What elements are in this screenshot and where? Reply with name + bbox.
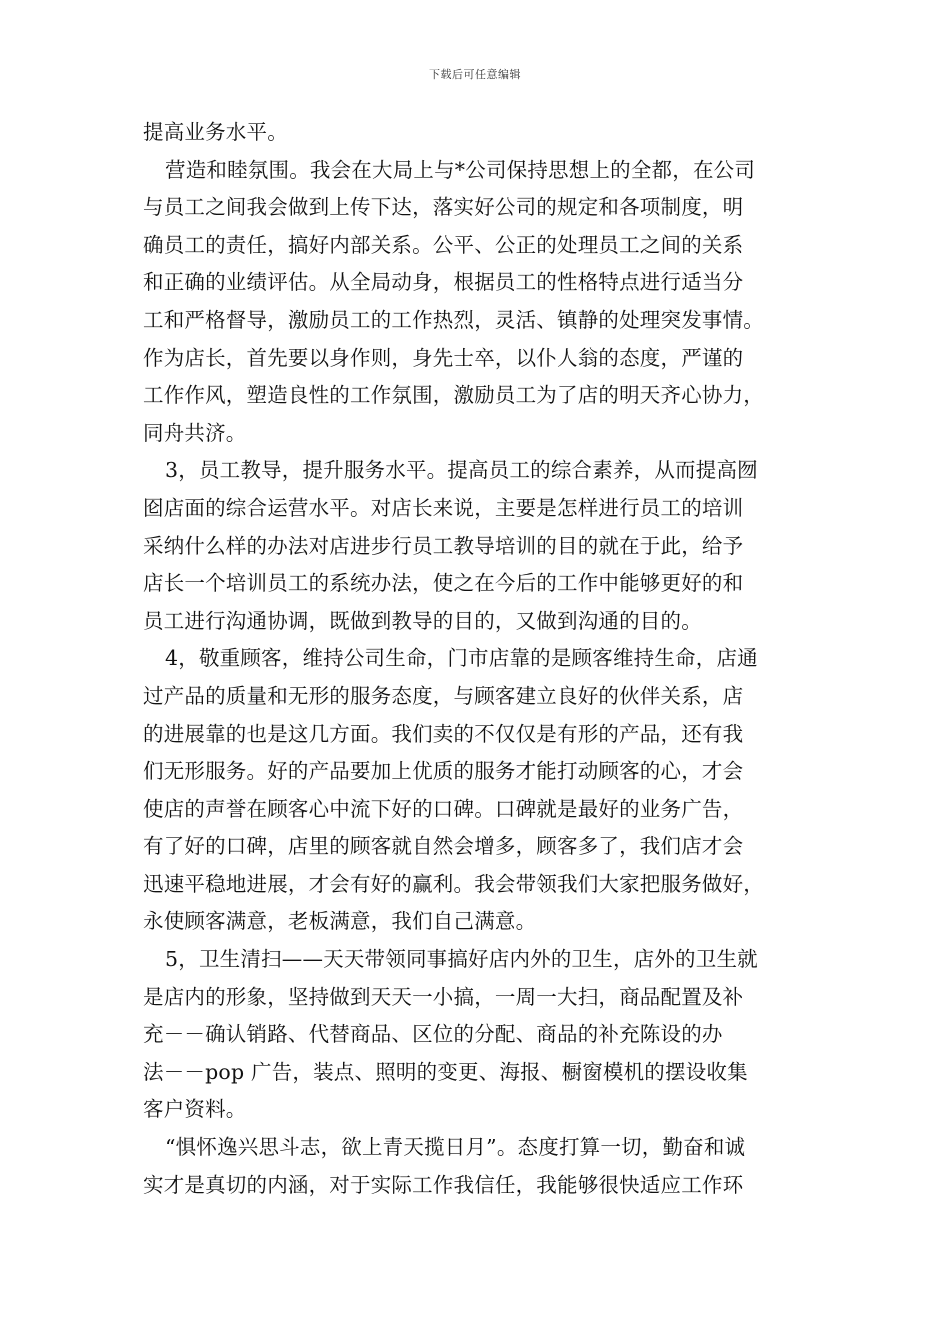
text-line: 与员工之间我会做到上传下达，落实好公司的规定和各项制度，明	[143, 195, 744, 220]
text-line: 采纳什么样的办法对店进步行员工教导培训的目的就在于此，给予	[143, 533, 744, 558]
text-line: 工和严格督导，激励员工的工作热烈，灵活、镇静的处理突发事情。	[143, 307, 764, 332]
text-line: 提高业务水平。	[143, 120, 288, 144]
text-line: 迅速平稳地进展，才会有好的赢利。我会带领我们大家把服务做好，	[143, 871, 764, 896]
text-line: 客户资料。	[143, 1097, 247, 1122]
text-line: 店长一个培训员工的系统办法，使之在今后的工作中能够更好的和	[143, 571, 744, 596]
text-line: 工作作风，塑造良性的工作氛围，激励员工为了店的明天齐心协力，	[143, 383, 764, 408]
text-line: 3，员工教导，提升服务水平。提高员工的综合素养，从而提高囫	[165, 458, 758, 483]
text-line: 法－－pop 广告，装点、照明的变更、海报、橱窗模机的摆设收集	[143, 1059, 748, 1084]
text-line: 使店的声誉在顾客心中流下好的口碑。口碑就是最好的业务广告，	[143, 796, 744, 821]
text-line: “惧怀逸兴思斗志，欲上青天揽日月”。态度打算一切，勤奋和诚	[165, 1135, 746, 1160]
text-line: 实才是真切的内涵，对于实际工作我信任，我能够很快适应工作环	[143, 1172, 744, 1197]
text-line: 是店内的形象，坚持做到天天一小搞，一周一大扫，商品配置及补	[143, 984, 744, 1009]
text-line: 有了好的口碑，店里的顾客就自然会增多，顾客多了，我们店才会	[143, 834, 744, 859]
text-line: 营造和睦氛围。我会在大局上与*公司保持思想上的全都，在公司	[165, 157, 756, 182]
text-line: 作为店长，首先要以身作则，身先士卒，以仆人翁的态度，严谨的	[143, 345, 744, 370]
text-line: 囵店面的综合运营水平。对店长来说，主要是怎样进行员工的培训	[143, 495, 744, 520]
text-line: 确员工的责任，搞好内部关系。公平、公正的处理员工之间的关系	[143, 232, 744, 257]
text-line: 和正确的业绩评估。从全局动身，根据员工的性格特点进行适当分	[143, 270, 744, 295]
text-line: 们无形服务。好的产品要加上优质的服务才能打动顾客的心，才会	[143, 759, 744, 784]
text-line: 过产品的质量和无形的服务态度，与顾客建立良好的伙伴关系，店	[143, 683, 744, 708]
text-line: 的进展靠的也是这几方面。我们卖的不仅仅是有形的产品，还有我	[143, 721, 744, 746]
text-line: 员工进行沟通协调，既做到教导的目的，又做到沟通的目的。	[143, 608, 702, 633]
page-header: 下载后可任意编辑	[429, 68, 521, 81]
text-line: 4，敬重顾客，维持公司生命，门市店靠的是顾客维持生命，店通	[165, 646, 758, 671]
text-line: 永使顾客满意，老板满意，我们自己满意。	[143, 909, 537, 934]
document-body	[143, 114, 823, 1204]
text-line: 同舟共济。	[143, 420, 247, 445]
text-line: 5，卫生清扫——天天带领同事搞好店内外的卫生，店外的卫生就	[165, 947, 758, 972]
text-line: 充－－确认销路、代替商品、区位的分配、商品的补充陈设的办	[143, 1022, 723, 1047]
